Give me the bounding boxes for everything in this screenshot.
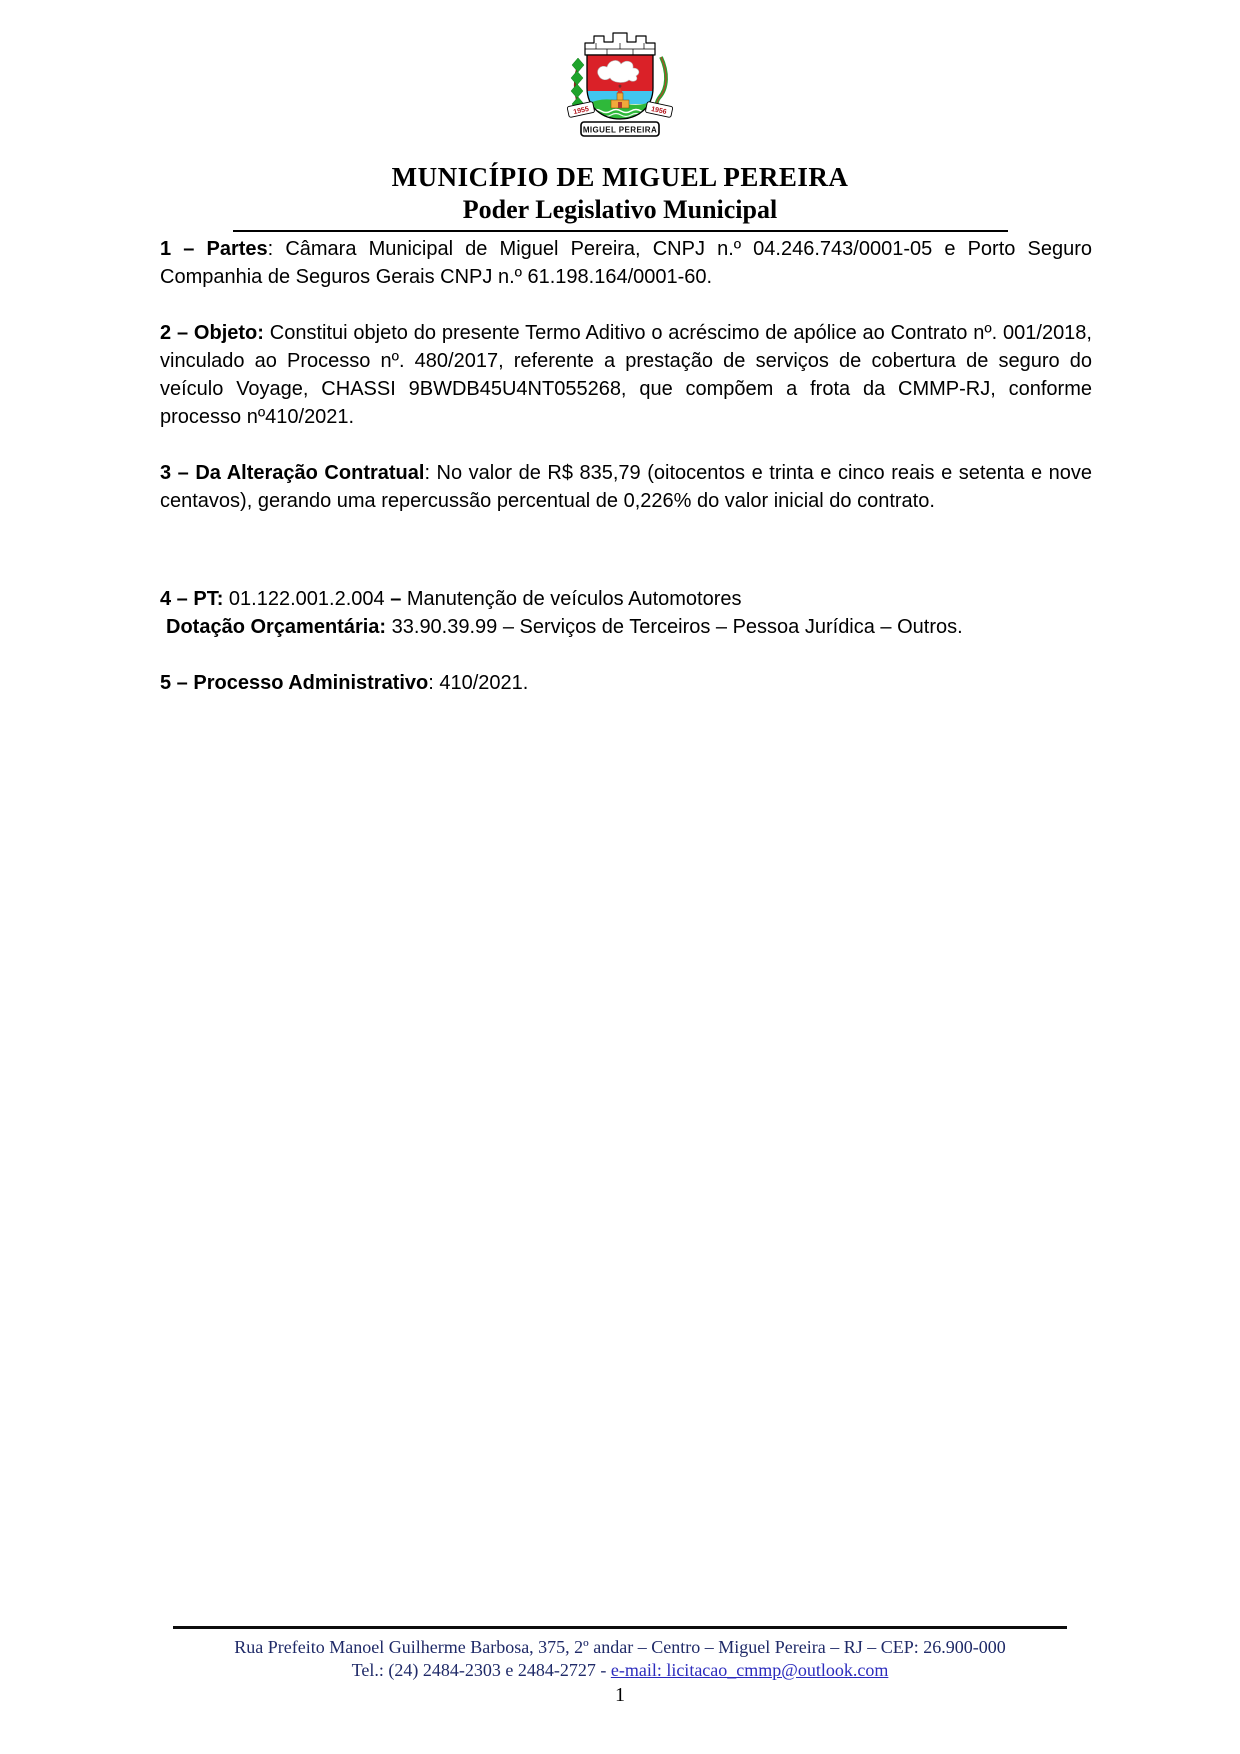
p4-dash: – [390, 588, 402, 610]
paragraph-alteracao-contratual [160, 459, 1092, 515]
p5-label: 5 – Processo Administrativo [160, 672, 429, 694]
page-number: 1 [615, 1684, 625, 1706]
footer-phone: Tel.: (24) 2484-2303 e 2484-2727 - [351, 1660, 611, 1680]
p3-label: 3 – Da Alteração Contratual [160, 462, 425, 484]
p4-label: 4 – PT: [160, 588, 224, 610]
footer-contact-line [0, 1659, 1240, 1682]
page-title: MUNICÍPIO DE MIGUEL PEREIRA [391, 162, 849, 192]
p3-text: : No valor de R$ 835,79 (oitocentos e trinta e cinco reais e setenta e nove centavos), gerando uma repercussão percentual de 0,226% do valor inicial do contrato. [160, 462, 1092, 512]
paragraph-pt-dotacao [160, 585, 1092, 641]
p4-text: Manutenção de veículos Automotores [401, 588, 742, 610]
footer-address: Rua Prefeito Manoel Guilherme Barbosa, 375, 2º andar – Centro – Miguel Pereira – RJ – CEP: 26.900-000 [234, 1637, 1006, 1657]
p4-label2: Dotação Orçamentária: [166, 616, 387, 638]
page-subtitle: Poder Legislativo Municipal [462, 195, 778, 224]
crest-year-right-scroll [645, 101, 673, 117]
crest-crown-icon [585, 33, 655, 55]
paragraph-partes [160, 235, 1092, 291]
p1-label: 1 – Partes [160, 238, 268, 260]
p4-dotacao-line [160, 616, 963, 638]
p4-code: 01.122.001.2.004 [223, 588, 391, 610]
document-body [160, 235, 1092, 697]
crest-year-right: 1956 [650, 105, 668, 117]
footer-divider [173, 1626, 1067, 1629]
email-link[interactable]: e-mail: licitacao_cmmp@outlook.com [610, 1660, 889, 1680]
p5-text: : 410/2021. [428, 672, 529, 694]
p2-text: Constitui objeto do presente Termo Aditivo o acréscimo de apólice ao Contrato nº. 001/2018, vinculado ao Processo nº. 480/2017, referente a prestação de serviços de cobertura de seguro do veículo Voyage, CHASSI 9BWDB45U4NT055268, que compõem a frota da CMMP-RJ, conforme processo nº410/2021. [160, 322, 1092, 428]
crest-left-branch-icon [571, 58, 584, 111]
header-divider [233, 230, 1008, 232]
document-footer [0, 1626, 1240, 1708]
paragraph-objeto [160, 319, 1092, 431]
crest-year-left-scroll [567, 101, 595, 117]
crest-shield [587, 55, 653, 119]
document-header [0, 30, 1240, 232]
paragraph-processo-administrativo [160, 669, 1092, 697]
crest-banner [581, 122, 659, 136]
p1-text: : Câmara Municipal de Miguel Pereira, CNPJ n.º 04.246.743/0001-05 e Porto Seguro Companhia de Seguros Gerais CNPJ n.º 61.198.164/0001-60. [160, 238, 1092, 288]
p4-text2: 33.90.39.99 – Serviços de Terceiros – Pessoa Jurídica – Outros. [386, 616, 963, 638]
crest-banner-label: MIGUEL PEREIRA [582, 125, 658, 135]
coat-of-arms [565, 30, 675, 140]
crest-year-left: 1955 [572, 105, 590, 117]
p2-label: 2 – Objeto: [160, 322, 264, 344]
